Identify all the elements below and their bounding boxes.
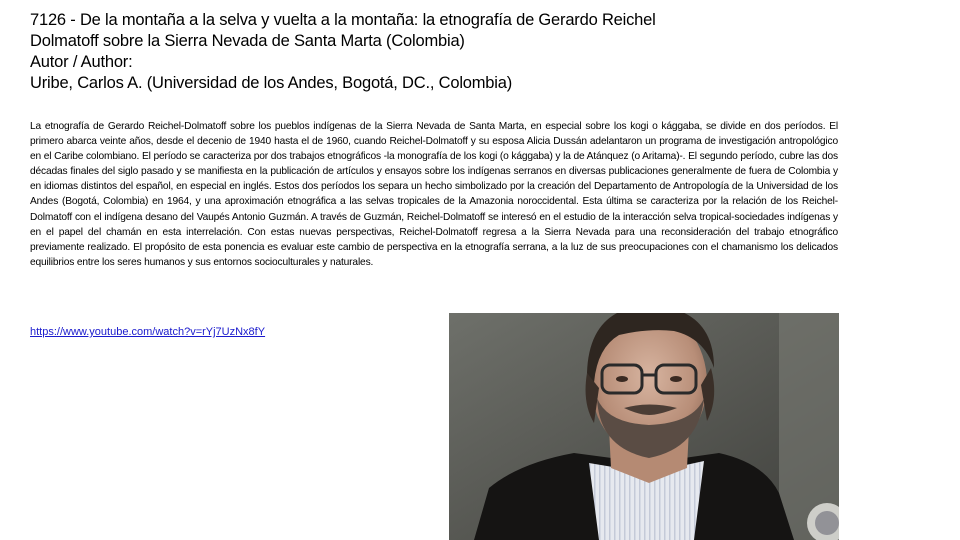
- speaker-photo: [449, 313, 839, 540]
- youtube-video-link[interactable]: https://www.youtube.com/watch?v=rYj7UzNx8fY: [30, 326, 266, 338]
- author-name: Uribe, Carlos A. (Universidad de los Andes, Bogotá, DC., Colombia): [30, 74, 513, 92]
- author-label: Autor / Author:: [30, 53, 133, 71]
- title-line-2: Dolmatoff sobre la Sierra Nevada de Santa Marta (Colombia): [30, 32, 465, 50]
- abstract-text: La etnografía de Gerardo Reichel-Dolmatoff sobre los pueblos indígenas de la Sierra Nevada de Santa Marta, en especial sobre los kogi o kággaba, se divide en dos períodos. El primero abarca veinte años, desde el decenio de 1940 hasta el de 1960, cuando Reichel-Dolmatoff y su esposa Alicia Dussán adelantaron un programa de investigación antropológico en el Caribe colombiano. El período se caracteriza por dos trabajos etnográficos -la monografía de los kogi (o kággaba) y la de Atánquez (o Aritama)-. El segundo período, cubre las dos décadas finales del siglo pasado y se manifiesta en la publicación de artículos y ensayos sobre los indígenas serranos en diversas publicaciones generalmente de fuera de Colombia y en idiomas distintos del español, en especial en inglés. Estos dos períodos los separa un hecho simbolizado por la creación del Departamento de Antropología de la Universidad de los Andes (Bogotá, Colombia) en 1964, y una aproximación etnográfica a las selvas tropicales de la Amazonia noroccidental. Esta última se caracteriza por la relación de los Reichel-Dolmatoff con el indígena desano del Vaupés Antonio Guzmán. A través de Guzmán, Reichel-Dolmatoff se interesó en el estudio de la interacción selva tropical-sociedades indígenas y en el papel del chamán en esta interrelación. Con estas nuevas perspectivas, Reichel-Dolmatoff regresa a la Sierra Nevada para una reconsideración del trabajo etnográfico previamente realizado. El propósito de esta ponencia es evaluar este cambio de perspectiva en la etnografía serrana, a la luz de sus preocupaciones con el chamanismo los delicados equilibrios entre los seres humanos y sus entornos socioculturales y naturales.: [30, 121, 838, 268]
- title-line-1: 7126 - De la montaña a la selva y vuelta a la montaña: la etnografía de Gerardo Reichel: [30, 11, 656, 29]
- slide-heading: [30, 10, 930, 94]
- video-thumbnail-speaker[interactable]: [449, 313, 839, 540]
